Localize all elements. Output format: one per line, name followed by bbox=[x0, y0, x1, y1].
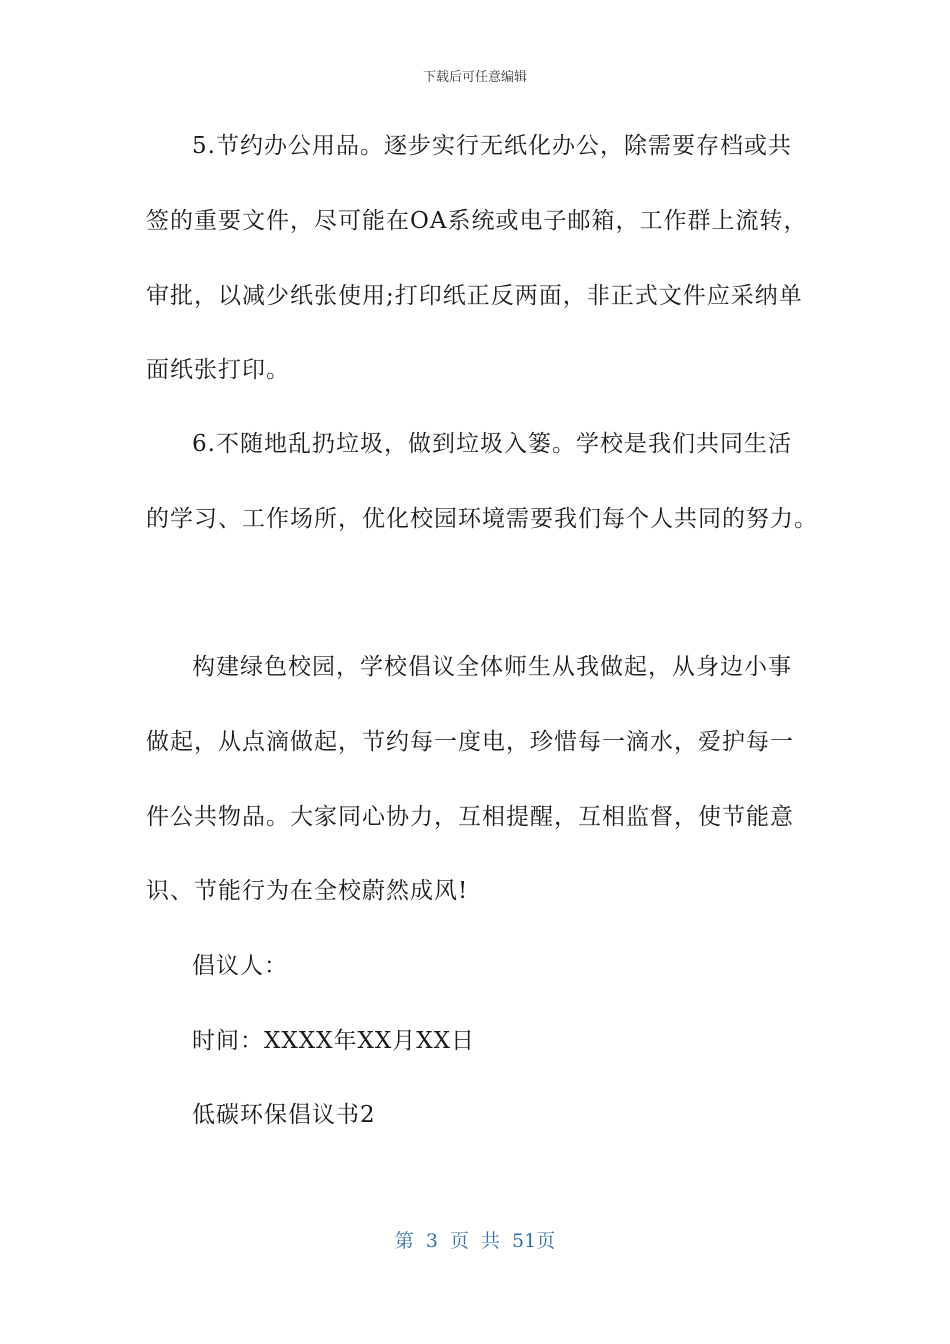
paragraph-line: 签的重要文件，尽可能在OA系统或电子邮箱，工作群上流转， bbox=[146, 208, 808, 234]
date-line: 时间：XXXX年XX月XX日 bbox=[192, 1028, 475, 1054]
paragraph-line: 6.不随地乱扔垃圾，做到垃圾入篓。学校是我们共同生活 bbox=[192, 431, 792, 457]
page-header: 下载后可任意编辑 bbox=[422, 70, 527, 85]
paragraph-line: 审批，以减少纸张使用;打印纸正反两面，非正式文件应采纳单 bbox=[146, 283, 803, 309]
proposer-label: 倡议人： bbox=[192, 953, 288, 979]
paragraph-line: 件公共物品。大家同心协力，互相提醒，互相监督，使节能意 bbox=[146, 804, 794, 830]
page-number: 第 3 页 共 51页 bbox=[394, 1230, 556, 1252]
paragraph-line: 面纸张打印。 bbox=[146, 357, 290, 383]
paragraph-line: 的学习、工作场所，优化校园环境需要我们每个人共同的努力。 bbox=[146, 506, 818, 532]
paragraph-line: 5.节约办公用品。逐步实行无纸化办公，除需要存档或共 bbox=[192, 133, 792, 159]
paragraph-line: 做起，从点滴做起，节约每一度电，珍惜每一滴水，爱护每一 bbox=[146, 729, 794, 755]
section-title: 低碳环保倡议书2 bbox=[192, 1102, 376, 1128]
paragraph-line: 识、节能行为在全校蔚然成风! bbox=[146, 878, 469, 904]
paragraph-line: 构建绿色校园，学校倡议全体师生从我做起，从身边小事 bbox=[192, 654, 792, 680]
